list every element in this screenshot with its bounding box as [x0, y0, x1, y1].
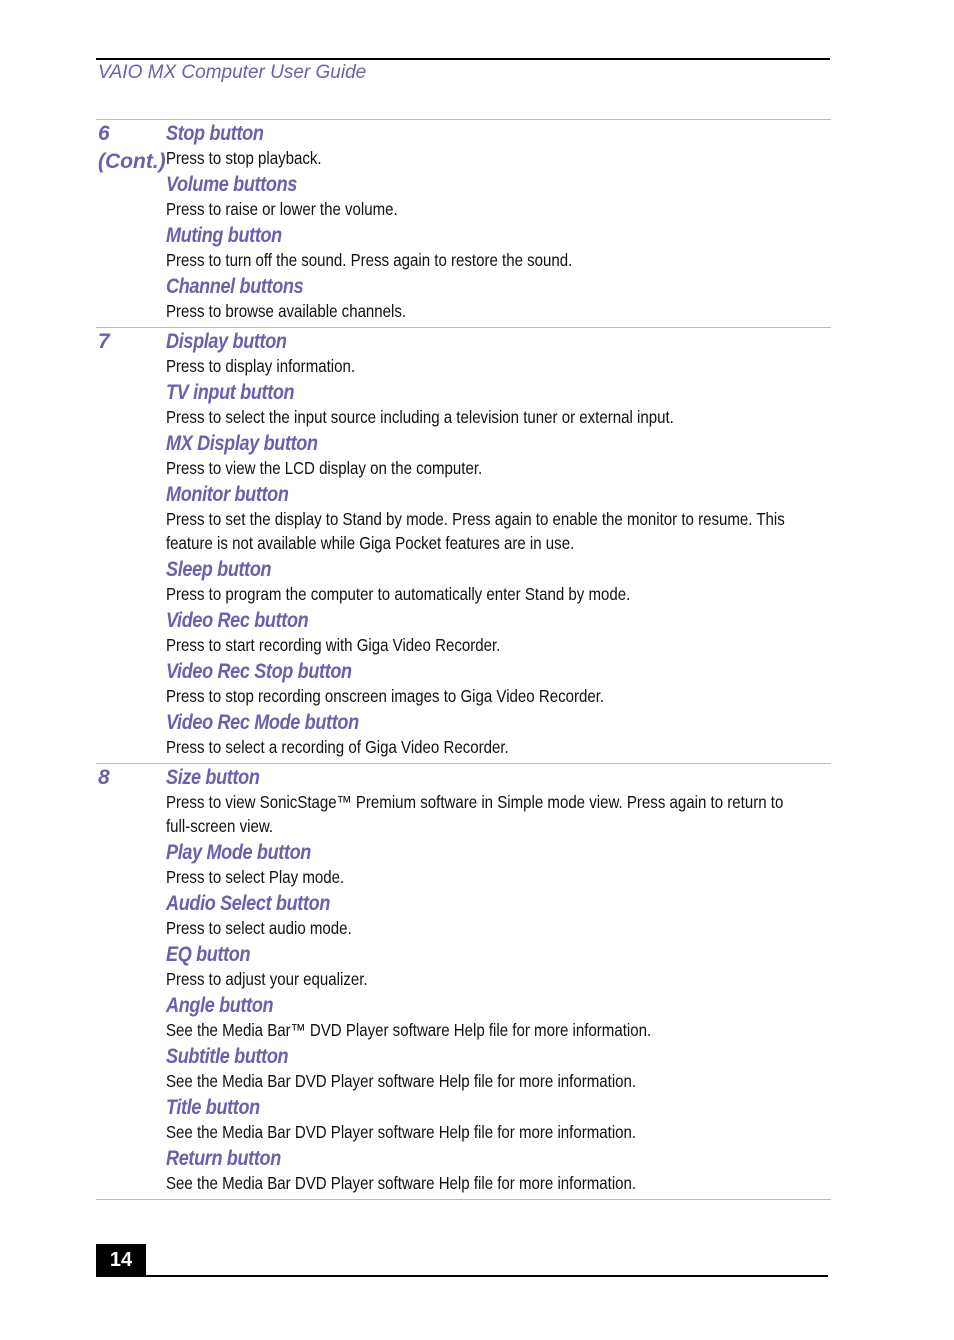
entry-audio-select-button	[166, 891, 831, 940]
entry-angle-button	[166, 993, 831, 1042]
entry-description: Press to adjust your equalizer.	[166, 969, 368, 989]
entry-title: Volume buttons	[166, 173, 297, 196]
entry-description: Press to set the display to Stand by mode. Press again to enable the monitor to resume. This feature is not available while Giga Pocket features are in use.	[166, 509, 785, 553]
entry-title: MX Display button	[166, 432, 318, 455]
section-number: 8	[98, 766, 110, 789]
entry-title: Display button	[166, 330, 287, 353]
entry-description: Press to view SonicStage™ Premium software in Simple mode view. Press again to return to full-screen view.	[166, 792, 784, 836]
section-8	[96, 763, 831, 1200]
entry-description: Press to raise or lower the volume.	[166, 199, 398, 219]
section-6	[96, 119, 831, 327]
entry-video-rec-stop-button	[166, 659, 831, 708]
entry-subtitle-button	[166, 1044, 831, 1093]
entry-title: Size button	[166, 766, 260, 789]
entry-title: Channel buttons	[166, 275, 304, 298]
entry-title: Play Mode button	[166, 841, 311, 864]
entry-description: Press to program the computer to automatically enter Stand by mode.	[166, 584, 631, 604]
entry-title: Monitor button	[166, 483, 289, 506]
page-number: 14	[96, 1244, 146, 1276]
entry-title: Muting button	[166, 224, 282, 247]
section-number-value: 6	[98, 122, 110, 145]
entry-title: Angle button	[166, 994, 274, 1017]
entry-channel-buttons	[166, 274, 831, 323]
button-reference-table	[96, 119, 831, 1200]
entry-description: See the Media Bar DVD Player software Help file for more information.	[166, 1173, 637, 1193]
entry-video-rec-mode-button	[166, 710, 831, 759]
entry-description: Press to select a recording of Giga Video Recorder.	[166, 737, 509, 757]
entry-description: See the Media Bar DVD Player software Help file for more information.	[166, 1071, 637, 1091]
entry-title: Return button	[166, 1147, 281, 1170]
entry-title: Subtitle button	[166, 1045, 289, 1068]
entry-video-rec-button	[166, 608, 831, 657]
entry-mx-display-button	[166, 431, 831, 480]
entry-description: Press to start recording with Giga Video Recorder.	[166, 635, 501, 655]
entry-title: Stop button	[166, 122, 264, 145]
entry-sleep-button	[166, 557, 831, 606]
entry-description: Press to select Play mode.	[166, 867, 345, 887]
entry-size-button	[166, 765, 831, 838]
header-rule	[96, 58, 830, 60]
entry-description: Press to view the LCD display on the computer.	[166, 458, 483, 478]
entry-return-button	[166, 1146, 831, 1195]
entry-title: Video Rec button	[166, 609, 309, 632]
entry-title: Sleep button	[166, 558, 272, 581]
entry-title-button	[166, 1095, 831, 1144]
entry-description: Press to select the input source including a television tuner or external input.	[166, 407, 674, 427]
section-number: 7	[98, 330, 110, 353]
section-7	[96, 327, 831, 763]
entry-play-mode-button	[166, 840, 831, 889]
entry-volume-buttons	[166, 172, 831, 221]
entry-description: See the Media Bar DVD Player software Help file for more information.	[166, 1122, 637, 1142]
entry-tv-input-button	[166, 380, 831, 429]
section-continued-label: (Cont.)	[98, 150, 166, 173]
entry-title: EQ button	[166, 943, 251, 966]
section-number	[98, 120, 166, 176]
entry-description: See the Media Bar™ DVD Player software Help file for more information.	[166, 1020, 652, 1040]
entry-eq-button	[166, 942, 831, 991]
entry-title: TV input button	[166, 381, 295, 404]
entry-description: Press to display information.	[166, 356, 356, 376]
entry-title: Video Rec Stop button	[166, 660, 352, 683]
entry-display-button	[166, 329, 831, 378]
entry-monitor-button	[166, 482, 831, 555]
entry-description: Press to browse available channels.	[166, 301, 407, 321]
entry-description: Press to stop playback.	[166, 148, 322, 168]
entry-description: Press to select audio mode.	[166, 918, 352, 938]
entry-title: Video Rec Mode button	[166, 711, 359, 734]
entry-title: Audio Select button	[166, 892, 331, 915]
guide-title: VAIO MX Computer User Guide	[98, 62, 367, 83]
entry-stop-button	[166, 121, 831, 170]
entry-description: Press to turn off the sound. Press again to restore the sound.	[166, 250, 573, 270]
entry-title: Title button	[166, 1096, 260, 1119]
entry-muting-button	[166, 223, 831, 272]
entry-description: Press to stop recording onscreen images to Giga Video Recorder.	[166, 686, 605, 706]
footer-rule	[96, 1275, 828, 1277]
